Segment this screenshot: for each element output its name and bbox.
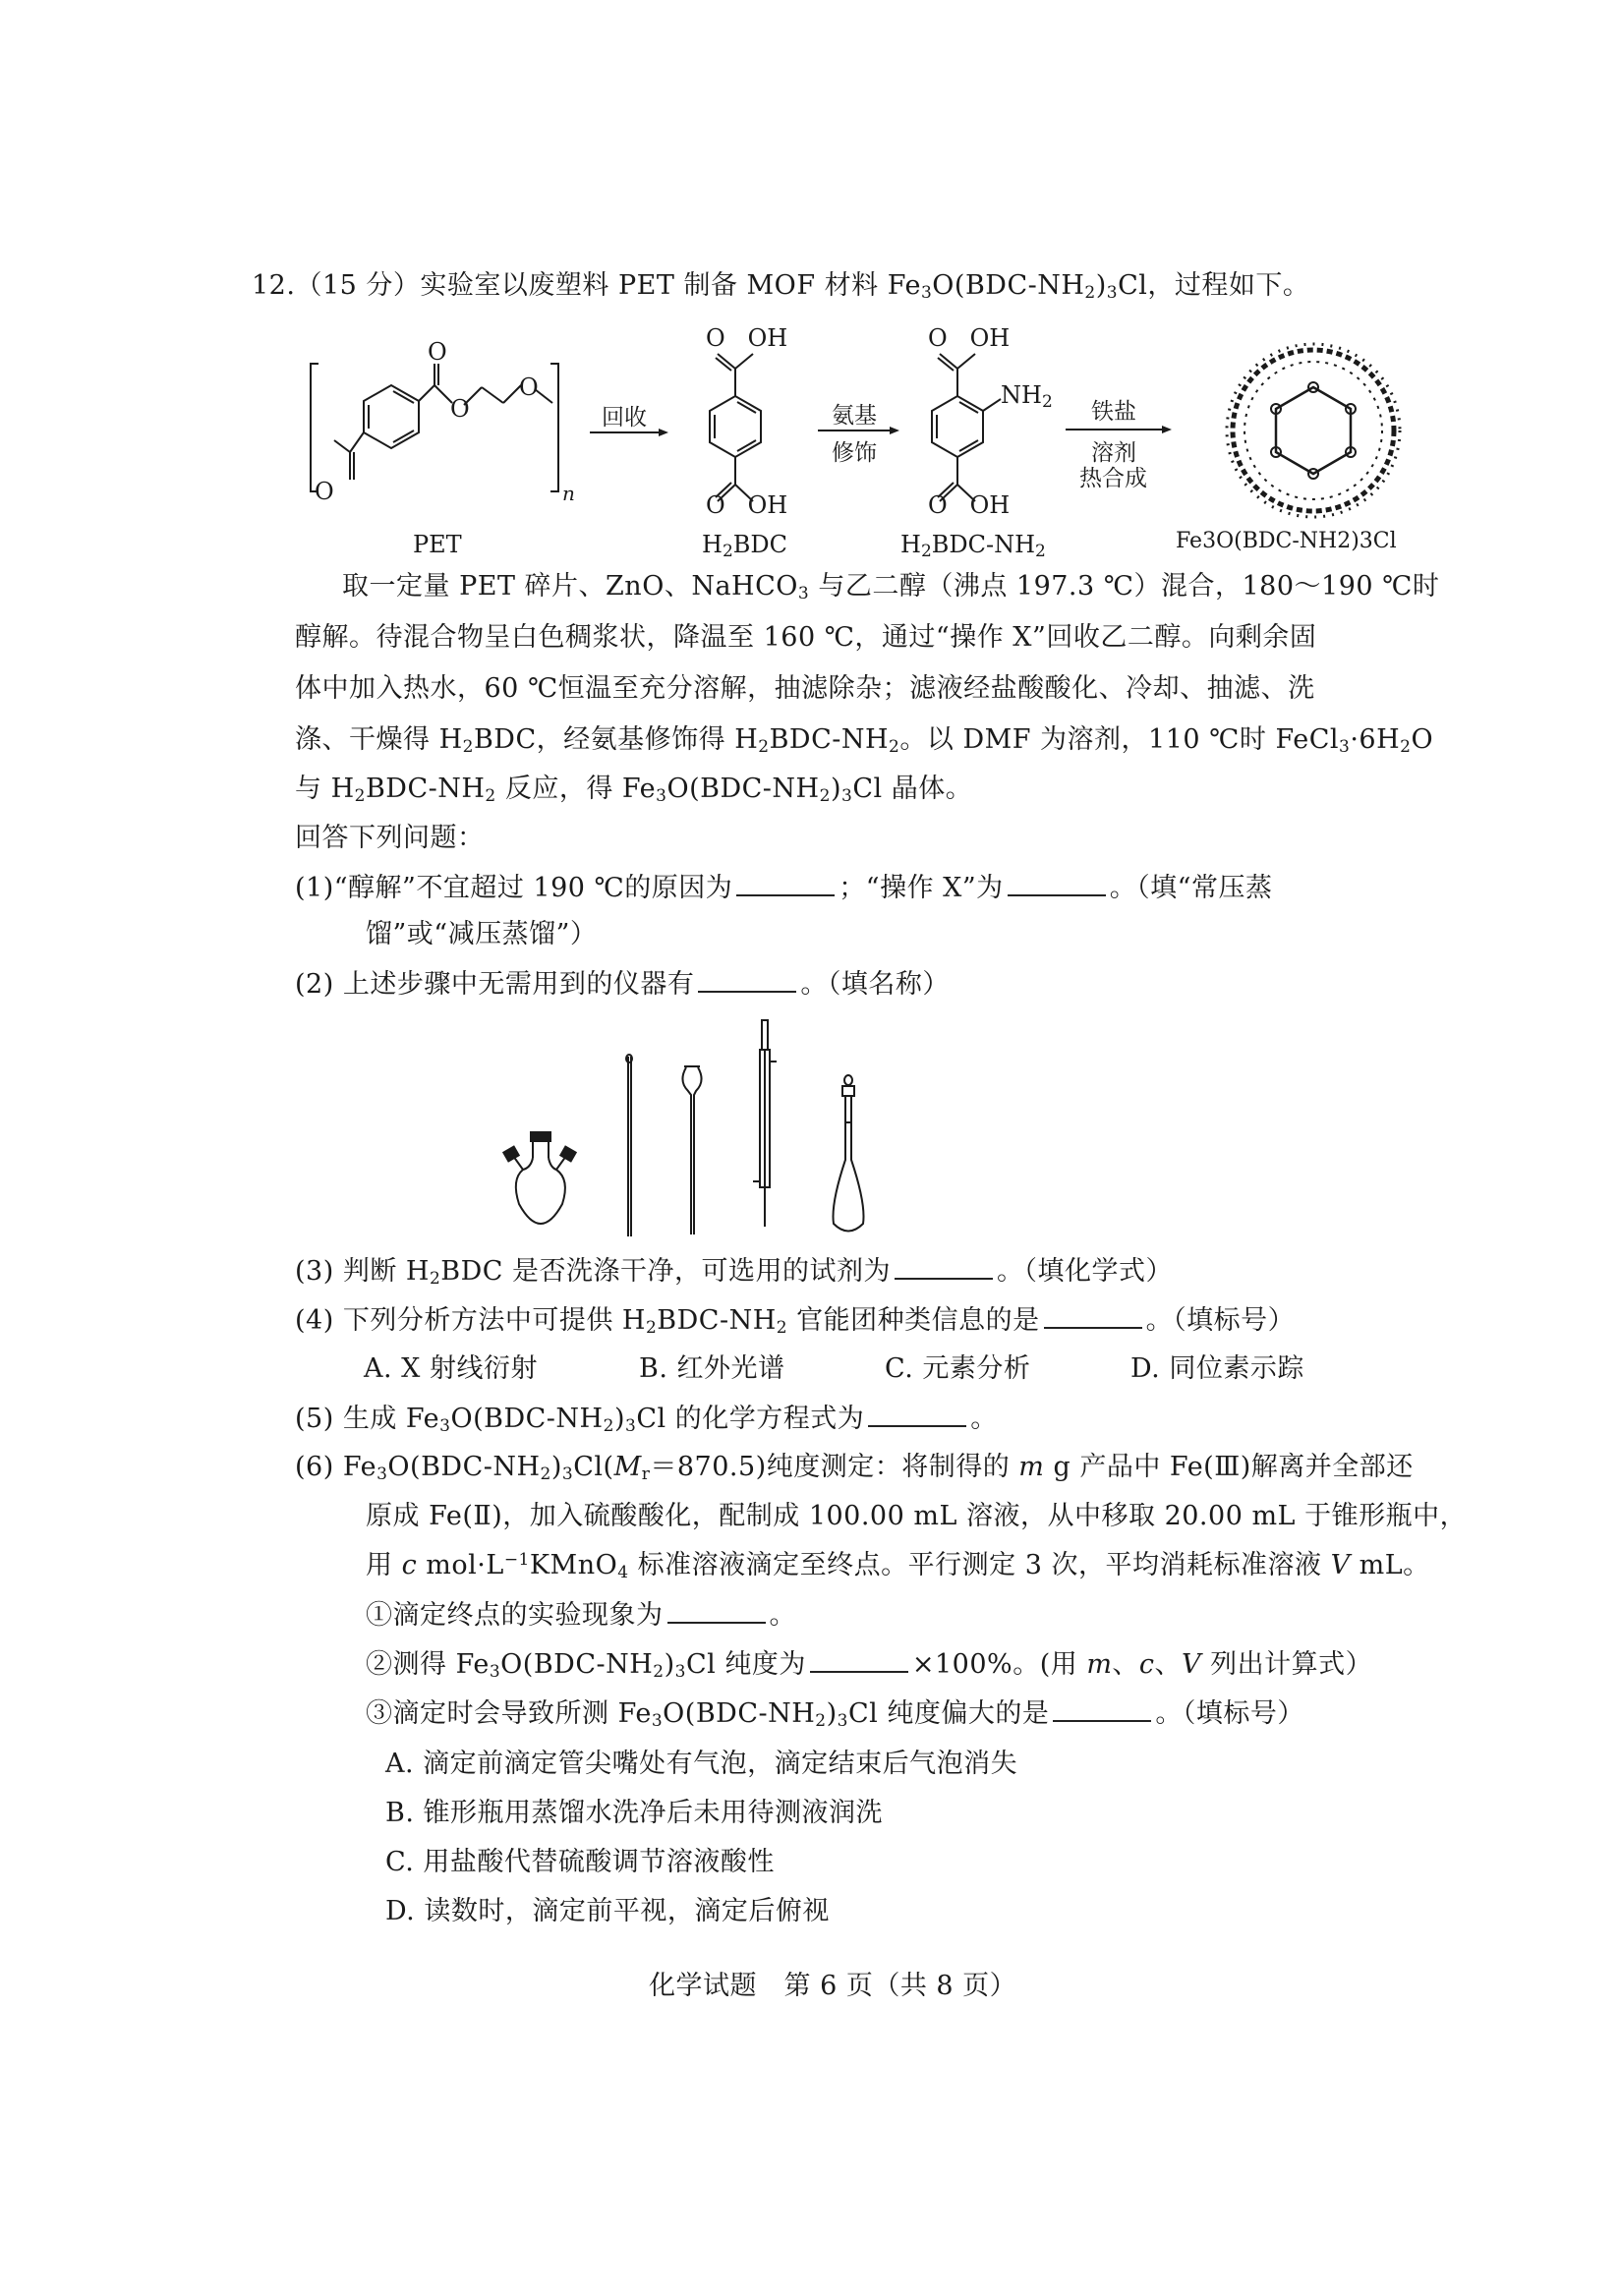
paragraph-line-4: 涤、干燥得 $H_2BDC$，经氨基修饰得 $H_2BDC-NH_2$。以 DMF 为溶剂，110 ℃时 $FeCl_3\cdot 6H_2O$ [295,724,1434,757]
q6-option-d[interactable]: D. 读数时，滴定前平视，滴定后俯视 [385,1896,830,1926]
answer-blank-3[interactable] [895,1254,993,1280]
q4-option-a[interactable]: A. X 射线衍射 [364,1353,538,1384]
pet-label: PET [413,531,462,558]
h2bdc-cooh-bottom: O OH [706,491,788,519]
h2bdcnh2-label: $H_2BDC-NH_2$ [900,531,1046,561]
volumetric-flask-icon [834,1075,864,1232]
h2bdc-label: $H_2BDC$ [702,531,788,561]
glass-rod-icon [626,1055,632,1236]
answer-prompt: 回答下列问题： [295,823,485,853]
pet-right-bracket [550,364,558,491]
h2bdcnh2-cooh-bottom: O OH [928,491,1011,519]
three-neck-flask-icon [503,1132,575,1224]
paragraph-line-2: 醇解。待混合物呈白色稠浆状，降温至 160 ℃，通过“操作 X”回收乙二醇。向剩余固 [295,622,1317,653]
question-4: (4) 下列分析方法中可提供 $H_2BDC-NH_2$ 官能团种类信息的是 。（填标号） [295,1305,1296,1338]
pet-o-bottom: O [315,478,334,505]
question-6-line-2: 原成 Fe(Ⅱ)，加入硫酸酸化，配制成 100.00 mL 溶液，从中移取 20.00 mL 于锥形瓶中， [366,1501,1468,1531]
question-6-line-3: 用 c $mol\cdot L^{-1}KMnO_4$ 标准溶液滴定至终点。平行测定 3 次，平均消耗标准溶液 V mL。 [366,1550,1430,1582]
question-number: 12. [252,270,296,301]
q6-option-c[interactable]: C. 用盐酸代替硫酸调节溶液酸性 [385,1847,775,1877]
question-1-cont: 馏”或“减压蒸馏”） [366,919,598,949]
pet-left-bracket [311,364,318,491]
q4-option-d[interactable]: D. 同位素示踪 [1130,1353,1304,1384]
answer-blank-6-3[interactable] [1053,1696,1151,1722]
q6-option-b[interactable]: B. 锥形瓶用蒸馏水洗净后未用待测液润洗 [385,1798,884,1828]
reaction-scheme [295,324,1435,565]
step-amination-label-1: 氨基 [832,403,877,429]
answer-blank-4[interactable] [1044,1303,1142,1329]
step-amination-label-2: 修饰 [832,440,877,466]
question-1: (1)“醇解”不宜超过 190 ℃的原因为 ；“操作 X”为 。（填“常压蒸 [295,873,1273,903]
h2bdc-cooh-top: O OH [706,324,788,352]
product-label: Fe3O(BDC-NH2)3Cl [1176,529,1397,553]
question-6: (6) $Fe_3O(BDC-NH_2)_3Cl(M_r=870.5)$纯度测定：将制得的 m g 产品中 Fe(Ⅲ)解离并全部还 [295,1452,1414,1484]
question-title: 12.（15 分）实验室以废塑料 PET 制备 MOF 材料 $Fe_3O(BDC-NH_2)_3Cl$，过程如下。 [252,270,1310,303]
question-6-sub-1: ①滴定终点的实验现象为 。 [366,1600,796,1631]
q6-option-a[interactable]: A. 滴定前滴定管尖嘴处有气泡，滴定结束后气泡消失 [385,1749,1018,1779]
h2bdcnh2-benzene-ring [932,396,983,457]
mof-cage-image [1227,344,1400,517]
question-3: (3) 判断 $H_2BDC$ 是否洗涤干净，可选用的试剂为 。（填化学式） [295,1256,1174,1289]
answer-blank-6-2[interactable] [810,1647,908,1673]
step-synthesis-label-1: 铁盐 [1091,399,1136,425]
answer-blank-6-1[interactable] [667,1598,766,1624]
long-stem-funnel-icon [682,1066,701,1234]
step-recovery-label: 回收 [602,405,647,430]
apparatus-figure [492,1012,1425,1258]
q4-option-b[interactable]: B. 红外光谱 [639,1353,785,1384]
pet-repeat-n: n [562,482,575,505]
h2bdcnh2-nh2: $NH_2$ [1001,381,1053,412]
page-footer: 化学试题 第 6 页（共 8 页） [649,1971,1017,2001]
pet-o-ether: O [519,373,539,401]
pet-o-top: O [428,338,447,366]
condenser-icon [753,1020,777,1227]
paragraph-line-1: 取一定量 PET 碎片、ZnO、NaHCO$_3$ 与乙二醇（沸点 197.3 ℃）混合，180～190 ℃时 [342,571,1440,603]
h2bdc-benzene-ring [710,396,761,457]
paragraph-line-5: 与 $H_2BDC-NH_2$ 反应，得 $Fe_3O(BDC-NH_2)_3Cl$ 晶体。 [295,774,973,806]
q4-option-c[interactable]: C. 元素分析 [885,1353,1031,1384]
question-5: (5) 生成 $Fe_3O(BDC-NH_2)_3Cl$ 的化学方程式为 。 [295,1404,998,1436]
paragraph-line-3: 体中加入热水，60 ℃恒温至充分溶解，抽滤除杂；滤液经盐酸酸化、冷却、抽滤、洗 [295,673,1315,704]
question-6-sub-3: ③滴定时会导致所测 $Fe_3O(BDC-NH_2)_3Cl$ 纯度偏大的是 。（填标号） [366,1698,1304,1731]
h2bdcnh2-cooh-top: O OH [928,324,1011,352]
question-score: （15 分） [295,270,421,301]
answer-blank-5[interactable] [868,1402,966,1427]
answer-blank-1b[interactable] [1008,871,1106,896]
step-synthesis-label-2: 溶剂 [1091,440,1136,466]
step-synthesis-label-3: 热合成 [1079,466,1147,491]
question-6-sub-2: ②测得 $Fe_3O(BDC-NH_2)_3Cl$ 纯度为 ×100%。(用 m、c、V 列出计算式） [366,1649,1373,1682]
pet-o-ester: O [450,395,470,423]
question-2: (2) 上述步骤中无需用到的仪器有 。（填名称） [295,969,950,1000]
answer-blank-2[interactable] [698,967,796,993]
answer-blank-1a[interactable] [736,871,835,896]
question-4-options [364,1352,1304,1386]
pet-benzene-ring [364,385,419,448]
